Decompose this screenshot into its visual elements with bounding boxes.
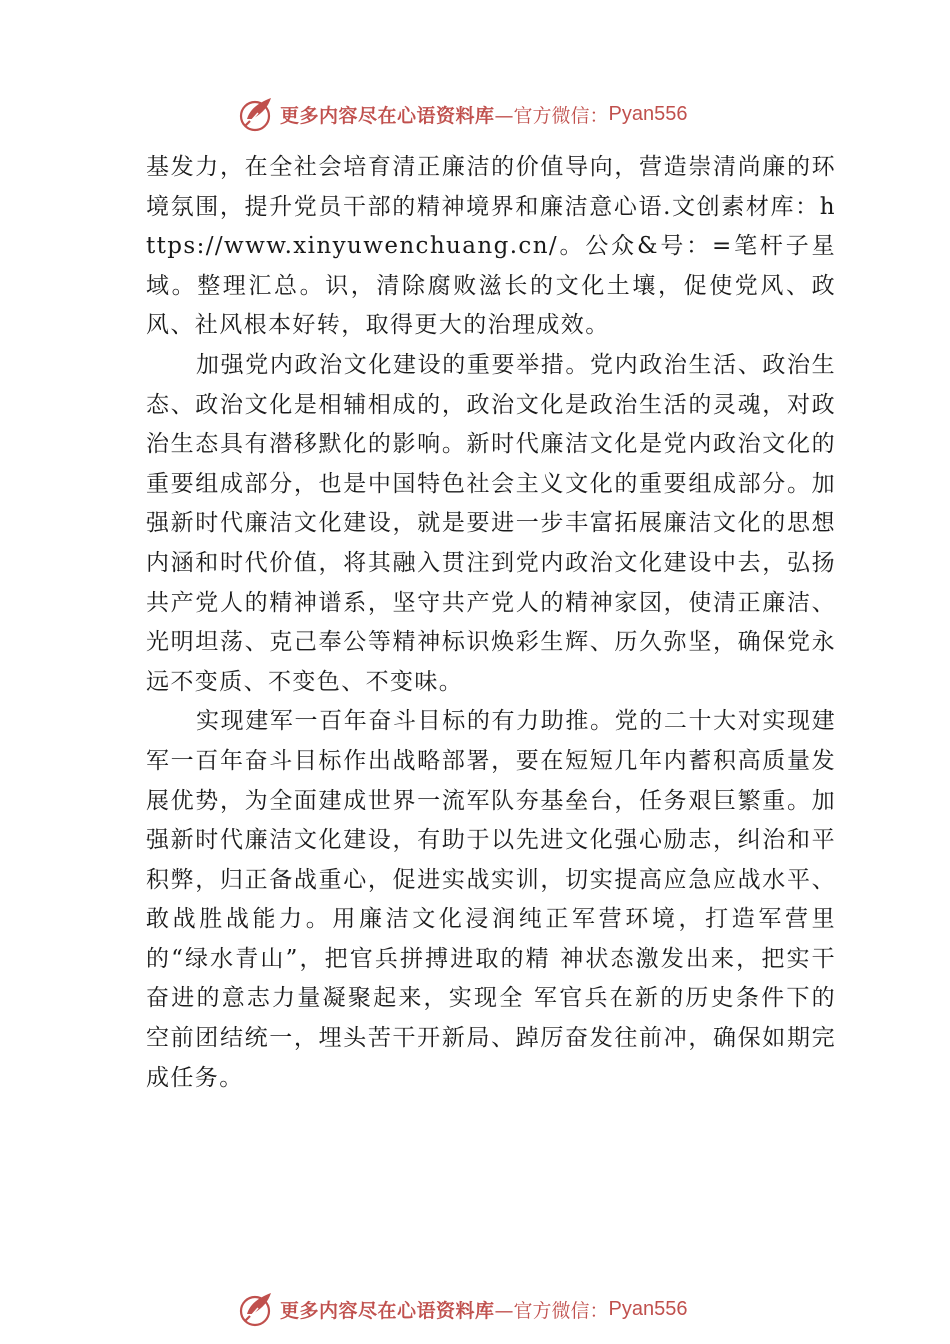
banner-wechat-id: Pyan556 [608, 102, 688, 125]
quill-logo-icon [238, 1290, 276, 1328]
banner-sub-text: —官方微信： [494, 104, 609, 127]
paragraph-1: 基发力，在全社会培育清正廉洁的价值导向，营造崇清尚廉的环境氛围，提升党员干部的精神境界和廉洁意心语.文创素材库：https://www.xinyuwenchuang.cn/。公众&号：=笔杆子星域。整理汇总。识，清除腐败滋长的文化土壤，促使党风、政风、社风根本好转，取得更大的治理成效。 [146, 154, 836, 339]
header-watermark-banner [238, 94, 688, 134]
banner-main-text: 更多内容尽在心语资料库 [280, 104, 495, 127]
paragraph-2: 加强党内政治文化建设的重要举措。党内政治生活、政治生态、政治文化是相辅相成的，政治文化是政治生活的灵魂，对政治生态具有潜移默化的影响。新时代廉洁文化是党内政治文化的重要组成部分，也是中国特色社会主义文化的重要组成部分。加强新时代廉洁文化建设，就是要进一步丰富拓展廉洁文化的思想内涵和时代价值，将其融入贯注到党内政治文化建设中去，弘扬共产党人的精神谱系，坚守共产党人的精神家㘝，使清正廉洁、光明坦荡、克己奉公等精神标识焕彩生辉、历久弥坚，确保党永远不变质、不变色、不变味。 [146, 351, 836, 695]
document-body [146, 148, 836, 1098]
banner-sub-text: —官方微信： [494, 1299, 609, 1322]
footer-watermark-banner [238, 1289, 688, 1329]
banner-main-text: 更多内容尽在心语资料库 [280, 1299, 495, 1322]
quill-logo-icon [238, 95, 276, 133]
paragraph-3: 实现建军一百年奋斗目标的有力助推。党的二十大对实现建军一百年奋斗目标作出战略部署，要在短短几年内蓄积高质量发展优势，为全面建成世界一流军队夯基垒台，任务艰巨繁重。加强新时代廉洁文化建设，有助于以先进文化强心励志，纠治和平积弊，归正备战重心，促进实战实训，切实提高应急应战水平、敢战胜战能力。用廉洁文化浸润纯正军营环境，打造军营里的“绿水青山”，把官兵拼搏进取的精 神状态激发出来，把实干奋进的意志力量凝聚起来，实现全 军官兵在新的历史条件下的空前团结统一，埋头苦干开新局、踔厉奋发往前冲，确保如期完成任务。 [146, 708, 836, 1091]
banner-wechat-id: Pyan556 [608, 1297, 688, 1320]
